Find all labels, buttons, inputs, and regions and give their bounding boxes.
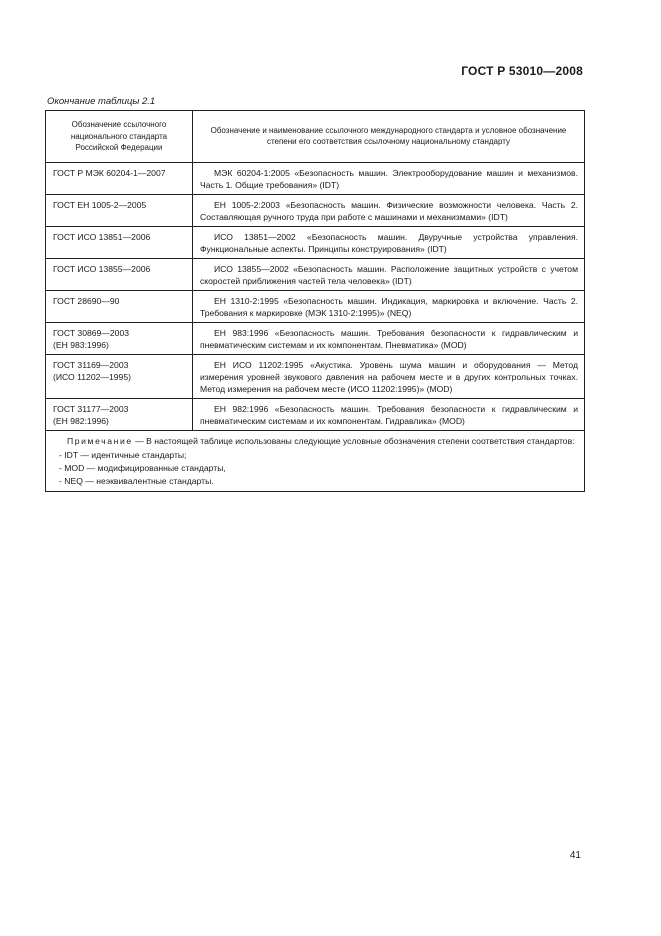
table-note [46,430,585,491]
column-header-national: Обозначение ссылочного национального стандарта Российской Федерации [46,111,193,163]
international-standard-cell: ИСО 13851—2002 «Безопасность машин. Двуручные устройства управления. Функциональные аспекты. Принципы конструирования» (IDT) [193,226,585,258]
note-list [53,449,578,487]
table-row [46,226,585,258]
table-row [46,258,585,290]
national-standard-cell [46,354,193,398]
table-row [46,290,585,322]
table-row [46,162,585,194]
international-standard-cell: ЕН 983:1996 «Безопасность машин. Требования безопасности к гидравлическим и пневматическим системам и их компонентам. Пневматика» (MOD) [193,322,585,354]
note-label: Примечание [67,435,133,446]
national-standard-cell [46,322,193,354]
national-standard-code: ГОСТ 31169—2003 [53,359,129,370]
table-note-row [46,430,585,491]
note-list-item: - MOD — модифицированные стандарты, [59,462,226,473]
national-standard-cell: ГОСТ ЕН 1005-2—2005 [46,194,193,226]
note-text [53,435,578,447]
national-standard-cell: ГОСТ ИСО 13851—2006 [46,226,193,258]
international-standard-cell: ЕН 1310-2:1995 «Безопасность машин. Индикация, маркировка и включение. Часть 2. Требования к маркировке (МЭК 1310-2:1995)» (NEQ) [193,290,585,322]
document-standard-number: ГОСТ Р 53010—2008 [461,64,583,78]
equivalent-standard-code: (ЕН 983:1996) [53,339,109,350]
reference-standards-table [45,110,585,492]
equivalent-standard-code: (ИСО 11202—1995) [53,371,131,382]
table-header-row [46,111,585,163]
table-row [46,354,585,398]
note-list-item: - NEQ — неэквивалентные стандарты. [59,475,214,486]
national-standard-cell: ГОСТ Р МЭК 60204-1—2007 [46,162,193,194]
international-standard-cell: ЕН ИСО 11202:1995 «Акустика. Уровень шума машин и оборудования — Метод измерения уровней звукового давления на рабочем месте и в других контрольных точках. Метод измерения на рабочем месте (ИСО 11202:1995)» (MOD) [193,354,585,398]
note-body: — В настоящей таблице использованы следующие условные обозначения степени соответствия стандартов: [132,435,575,446]
note-list-item: - IDT — идентичные стандарты; [59,449,187,460]
table-row [46,398,585,430]
table-caption: Окончание таблицы 2.1 [47,96,156,107]
national-standard-code: ГОСТ 31177—2003 [53,403,129,414]
national-standard-cell [46,398,193,430]
international-standard-cell: ЕН 982:1996 «Безопасность машин. Требования безопасности к гидравлическим и пневматическим системам и их компонентам. Гидравлика» (MOD) [193,398,585,430]
page-number: 41 [569,850,581,861]
column-header-international: Обозначение и наименование ссылочного международного стандарта и условное обозначение степени его соответствия ссылочному национальному стандарту [193,111,585,163]
national-standard-cell: ГОСТ 28690—90 [46,290,193,322]
national-standard-cell: ГОСТ ИСО 13855—2006 [46,258,193,290]
equivalent-standard-code: (ЕН 982:1996) [53,415,109,426]
table-row [46,194,585,226]
international-standard-cell: ЕН 1005-2:2003 «Безопасность машин. Физические возможности человека. Часть 2. Составляющая ручного труда при работе с машинами и механизмами» (IDT) [193,194,585,226]
table-row [46,322,585,354]
international-standard-cell: МЭК 60204-1:2005 «Безопасность машин. Электрооборудование машин и механизмов. Часть 1. Общие требования» (IDT) [193,162,585,194]
national-standard-code: ГОСТ 30869—2003 [53,327,130,338]
international-standard-cell: ИСО 13855—2002 «Безопасность машин. Расположение защитных устройств с учетом скоростей приближения частей тела человека» (IDT) [193,258,585,290]
